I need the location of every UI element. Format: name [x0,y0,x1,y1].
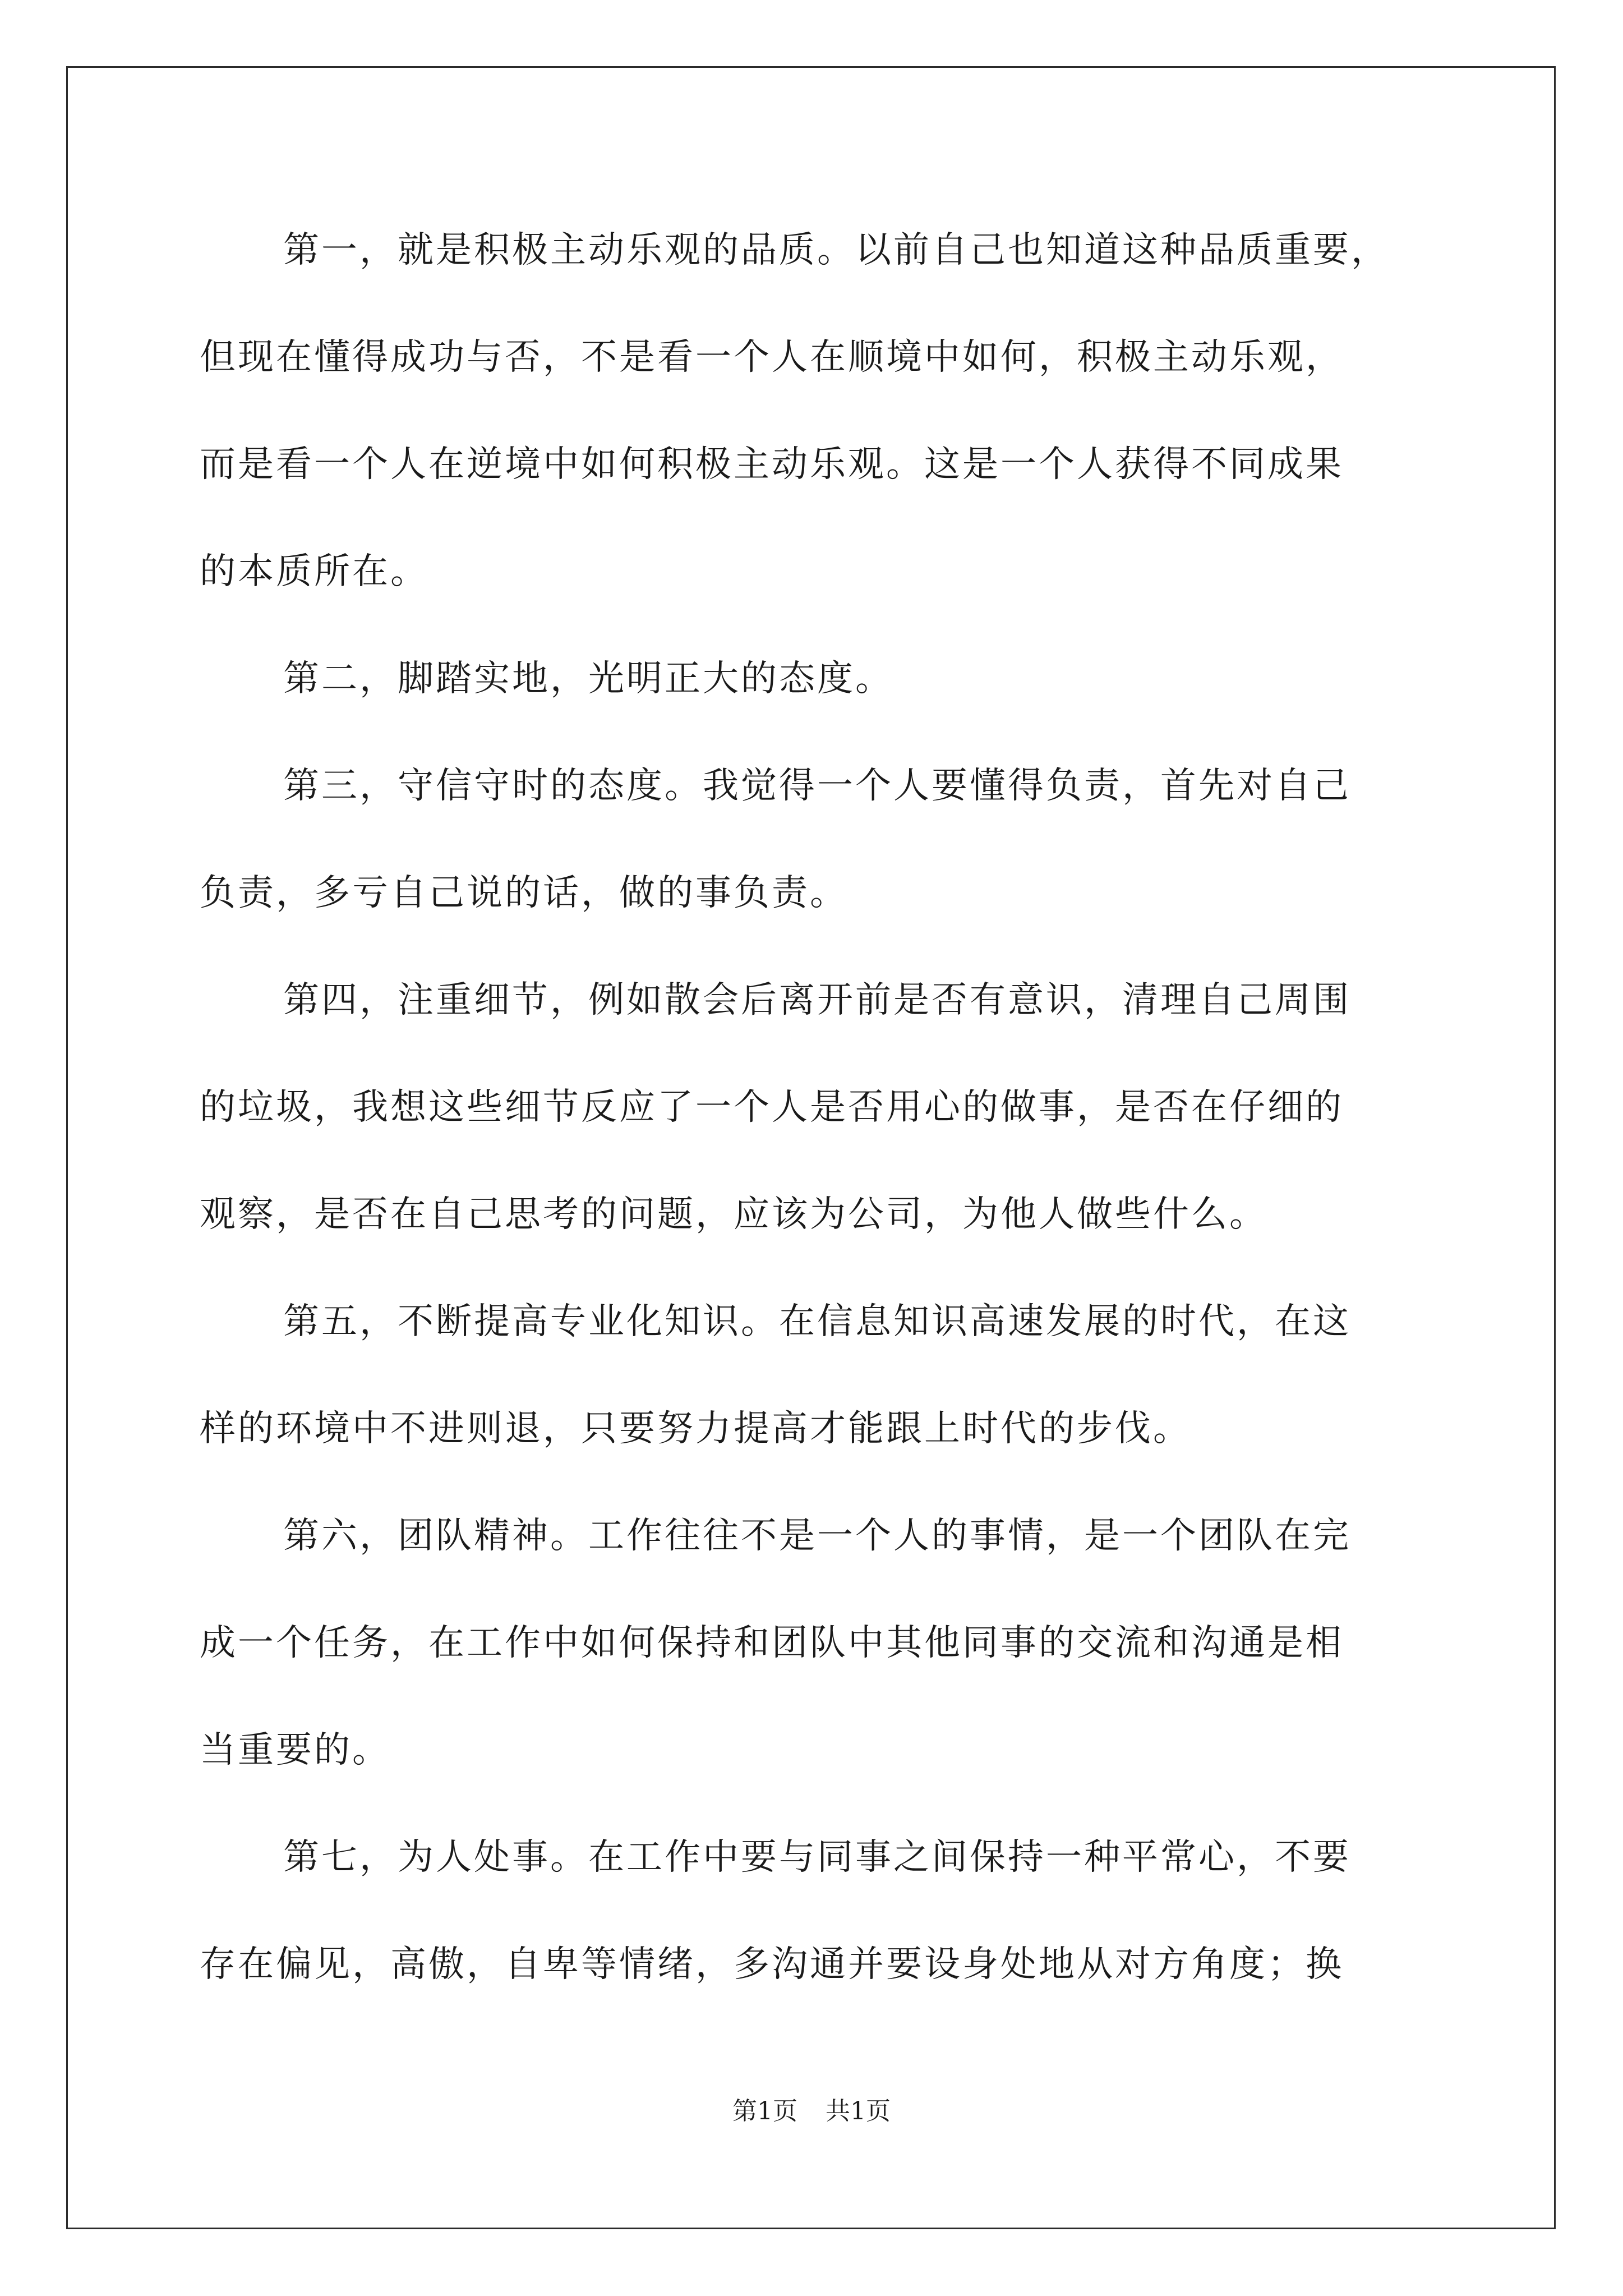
paragraph-line: 第七，为人处事。在工作中要与同事之间保持一种平常心，不要 [283,1837,1351,1878]
paragraph-line: 第六，团队精神。工作往往不是一个人的事情，是一个团队在完 [283,1515,1351,1557]
paragraph-line: 第四，注重细节，例如散会后离开前是否有意识，清理自己周围 [283,979,1351,1021]
paragraph-line: 当重要的。 [200,1729,390,1771]
paragraph-line: 负责，多亏自己说的话，做的事负责。 [200,872,848,914]
page-number-total: 共1页 [826,2097,891,2125]
paragraph-line: 的本质所在。 [200,551,428,592]
paragraph-line: 样的环境中不进则退，只要努力提高才能跟上时代的步伐。 [200,1408,1191,1450]
paragraph-line: 第五，不断提高专业化知识。在信息知识高速发展的时代，在这 [283,1301,1351,1342]
page-border [66,66,1556,2229]
paragraph-line: 成一个任务，在工作中如何保持和团队中其他同事的交流和沟通是相 [200,1622,1344,1664]
paragraph-line: 而是看一个人在逆境中如何积极主动乐观。这是一个人获得不同成果 [200,444,1344,485]
page-footer [0,2096,1623,2127]
paragraph-line: 第三，守信守时的态度。我觉得一个人要懂得负责，首先对自己 [283,765,1351,807]
paragraph-line: 但现在懂得成功与否，不是看一个人在顺境中如何，积极主动乐观， [200,337,1344,378]
paragraph-line: 存在偏见，高傲，自卑等情绪，多沟通并要设身处地从对方角度；换 [200,1944,1344,1985]
paragraph-line: 第一，就是积极主动乐观的品质。以前自己也知道这种品质重要， [283,229,1389,271]
paragraph-line: 第二，脚踏实地，光明正大的态度。 [283,658,893,700]
page-number-current: 第1页 [732,2097,797,2125]
paragraph-line: 的垃圾，我想这些细节反应了一个人是否用心的做事，是否在仔细的 [200,1087,1344,1128]
paragraph-line: 观察，是否在自己思考的问题，应该为公司，为他人做些什么。 [200,1194,1267,1235]
